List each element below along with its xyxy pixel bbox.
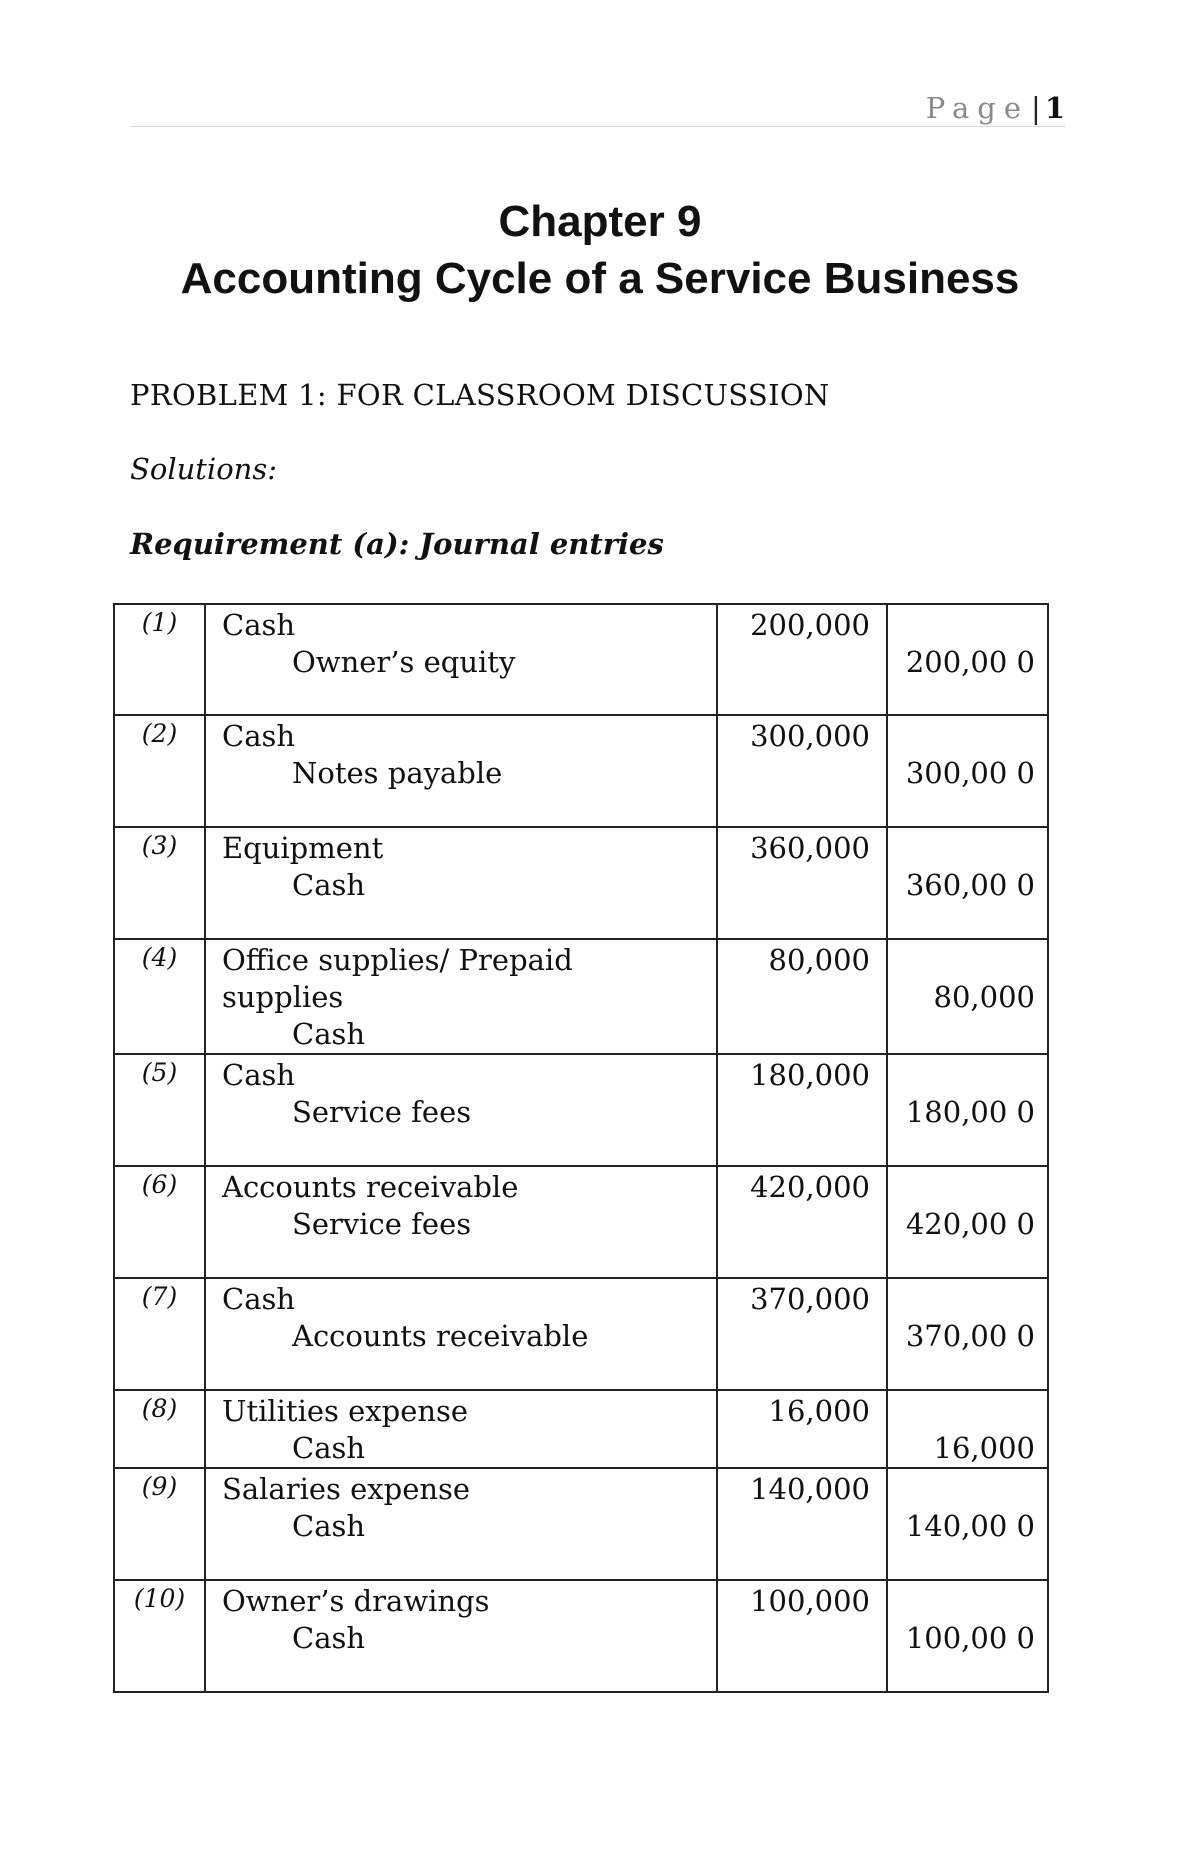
debit-amount: 180,000 [717,1054,887,1166]
credit-amount: 100,00 0 [905,1621,1035,1655]
credit-account: Cash [292,1017,366,1051]
entry-number: (4) [114,939,205,1054]
debit-amount: 140,000 [717,1468,887,1580]
credit-cell [887,827,1048,939]
entry-accounts [205,1390,717,1468]
credit-cell [887,1390,1048,1468]
entry-accounts [205,1166,717,1278]
credit-amount: 370,00 0 [905,1319,1035,1353]
page-header [130,78,1065,127]
page-number: 1 [1044,91,1065,125]
table-row [114,1468,1048,1580]
credit-amount: 140,00 0 [905,1509,1035,1543]
credit-cell [887,1166,1048,1278]
entry-accounts [205,1278,717,1390]
requirement-heading: Requirement (a): Journal entries [130,527,664,561]
credit-account: Accounts receivable [292,1319,589,1353]
debit-amount: 100,000 [717,1580,887,1692]
debit-amount: 80,000 [717,939,887,1054]
entry-number: (8) [114,1390,205,1468]
page-label: Page [925,91,1030,125]
page-separator: | [1031,91,1041,125]
debit-account: Salaries expense [222,1472,471,1506]
credit-account: Cash [292,1431,366,1465]
credit-cell [887,1468,1048,1580]
credit-account: Notes payable [292,756,503,790]
debit-amount: 420,000 [717,1166,887,1278]
debit-account: Cash [222,1282,296,1316]
entry-accounts [205,604,717,715]
debit-account: Cash [222,719,296,753]
entry-number: (6) [114,1166,205,1278]
entry-number: (5) [114,1054,205,1166]
entry-accounts [205,827,717,939]
table-row [114,939,1048,1054]
entry-accounts [205,715,717,827]
table-row [114,827,1048,939]
entry-number: (2) [114,715,205,827]
table-row [114,1390,1048,1468]
entry-number: (9) [114,1468,205,1580]
entry-number: (1) [114,604,205,715]
debit-account: Cash [222,1058,296,1092]
entry-number: (7) [114,1278,205,1390]
credit-amount: 200,00 0 [905,645,1035,679]
credit-amount: 420,00 0 [905,1207,1035,1241]
credit-cell [887,715,1048,827]
credit-account: Cash [292,1509,366,1543]
credit-account: Owner’s equity [292,645,516,679]
debit-amount: 200,000 [717,604,887,715]
credit-account: Cash [292,868,366,902]
debit-amount: 16,000 [717,1390,887,1468]
credit-cell [887,1580,1048,1692]
credit-account: Service fees [292,1207,472,1241]
credit-amount: 300,00 0 [905,756,1035,790]
debit-account: Equipment [222,831,384,865]
problem-heading: PROBLEM 1: FOR CLASSROOM DISCUSSION [130,378,830,412]
table-row [114,1278,1048,1390]
chapter-title: Chapter 9 [498,197,702,246]
chapter-subtitle: Accounting Cycle of a Service Business [180,254,1020,303]
entry-accounts [205,939,717,1054]
credit-amount: 360,00 0 [905,868,1035,902]
debit-account: Utilities expense [222,1394,469,1428]
credit-amount: 180,00 0 [905,1095,1035,1129]
credit-cell [887,604,1048,715]
table-row [114,715,1048,827]
debit-account: Accounts receivable [222,1170,519,1204]
entry-accounts [205,1054,717,1166]
entry-accounts [205,1580,717,1692]
debit-account: Cash [222,608,296,642]
credit-amount: 16,000 [933,1431,1035,1465]
table-row [114,1166,1048,1278]
table-row [114,1580,1048,1692]
debit-amount: 300,000 [717,715,887,827]
credit-amount: 80,000 [933,980,1035,1014]
credit-account: Cash [292,1621,366,1655]
debit-amount: 360,000 [717,827,887,939]
debit-account: Owner’s drawings [222,1584,490,1618]
debit-amount: 370,000 [717,1278,887,1390]
table-row [114,604,1048,715]
entry-number: (3) [114,827,205,939]
credit-cell [887,1054,1048,1166]
journal-entries-table [113,603,1049,1693]
credit-account: Service fees [292,1095,472,1129]
credit-cell [887,939,1048,1054]
credit-cell [887,1278,1048,1390]
solutions-label: Solutions: [130,452,277,486]
table-row [114,1054,1048,1166]
entry-number: (10) [114,1580,205,1692]
entry-accounts [205,1468,717,1580]
debit-account: Office supplies/ Prepaid supplies [222,943,573,1014]
